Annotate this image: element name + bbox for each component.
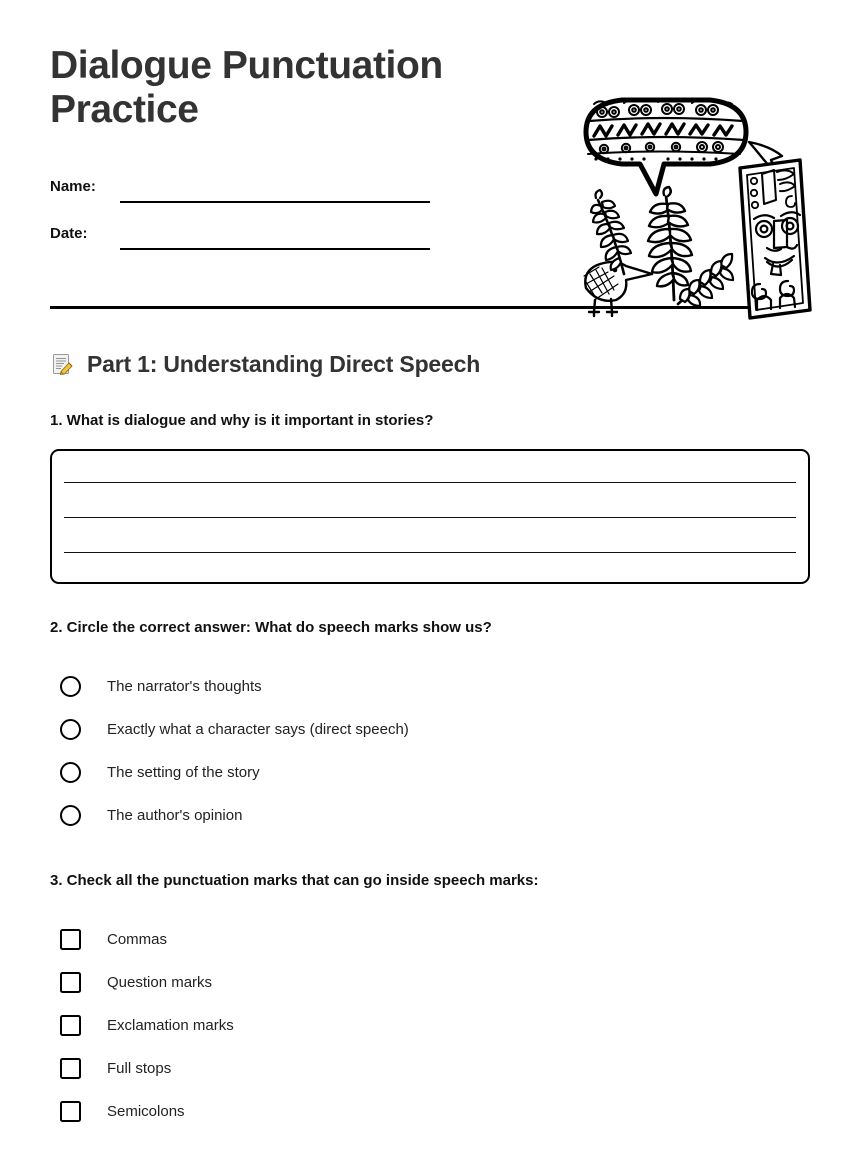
section-heading: [50, 351, 810, 377]
checkbox-option-label: Exclamation marks: [107, 1016, 234, 1034]
speech-bubble-shape: [586, 99, 746, 194]
radio-circle-icon[interactable]: [60, 805, 81, 826]
answer-line: [64, 552, 796, 553]
question-3-prompt: 3. Check all the punctuation marks that can go inside speech marks:: [50, 872, 539, 889]
radio-option-row[interactable]: [50, 665, 810, 708]
checkbox-option-label: Question marks: [107, 973, 213, 991]
radio-option-label: The author's opinion: [107, 807, 243, 824]
name-field-label: Name:: [50, 178, 96, 196]
worksheet-header: [50, 0, 810, 306]
radio-option-label: Exactly what a character says (direct speech): [107, 721, 409, 738]
page-title: Dialogue Punctuation Practice: [50, 44, 443, 132]
radio-circle-icon[interactable]: [60, 762, 81, 783]
name-field-row: [50, 156, 430, 203]
date-input-line[interactable]: [120, 247, 430, 250]
radio-option-row[interactable]: [50, 708, 810, 751]
checkbox-icon[interactable]: [60, 929, 81, 950]
checkbox-option-row[interactable]: [50, 1004, 810, 1047]
question-2-options: [50, 665, 810, 837]
radio-option-label: The narrator's thoughts: [107, 678, 262, 695]
answer-line: [64, 482, 796, 483]
checkbox-option-label: Full stops: [107, 1059, 172, 1077]
radio-option-row[interactable]: [50, 794, 810, 837]
memo-icon: [50, 351, 76, 377]
checkbox-icon[interactable]: [60, 1058, 81, 1079]
silver-fern-center: [648, 187, 692, 300]
checkbox-option-label: Semicolons: [107, 1102, 185, 1120]
answer-line: [64, 517, 796, 518]
question-1-answer-box[interactable]: [50, 449, 810, 584]
checkbox-option-label: Commas: [107, 930, 168, 948]
checkbox-option-row[interactable]: [50, 1090, 810, 1133]
name-input-line[interactable]: [120, 200, 430, 203]
radio-option-row[interactable]: [50, 751, 810, 794]
checkbox-icon[interactable]: [60, 972, 81, 993]
radio-option-label: The setting of the story: [107, 764, 260, 781]
question-1-prompt: 1. What is dialogue and why is it important in stories?: [50, 412, 434, 429]
checkbox-icon[interactable]: [60, 1015, 81, 1036]
checkbox-option-row[interactable]: [50, 961, 810, 1004]
checkbox-icon[interactable]: [60, 1101, 81, 1122]
date-field-row: [50, 203, 430, 250]
radio-circle-icon[interactable]: [60, 676, 81, 697]
maori-pou-carving: [740, 160, 810, 318]
kiwi-bird: [584, 262, 652, 316]
student-info-fields: [50, 156, 430, 250]
maori-illustration: [568, 88, 818, 328]
checkbox-option-row[interactable]: [50, 918, 810, 961]
radio-circle-icon[interactable]: [60, 719, 81, 740]
date-field-label: Date:: [50, 225, 88, 243]
question-3-options: [50, 918, 810, 1133]
question-2-prompt: 2. Circle the correct answer: What do speech marks show us?: [50, 618, 492, 636]
section-title: Part 1: Understanding Direct Speech: [87, 350, 481, 377]
checkbox-option-row[interactable]: [50, 1047, 810, 1090]
